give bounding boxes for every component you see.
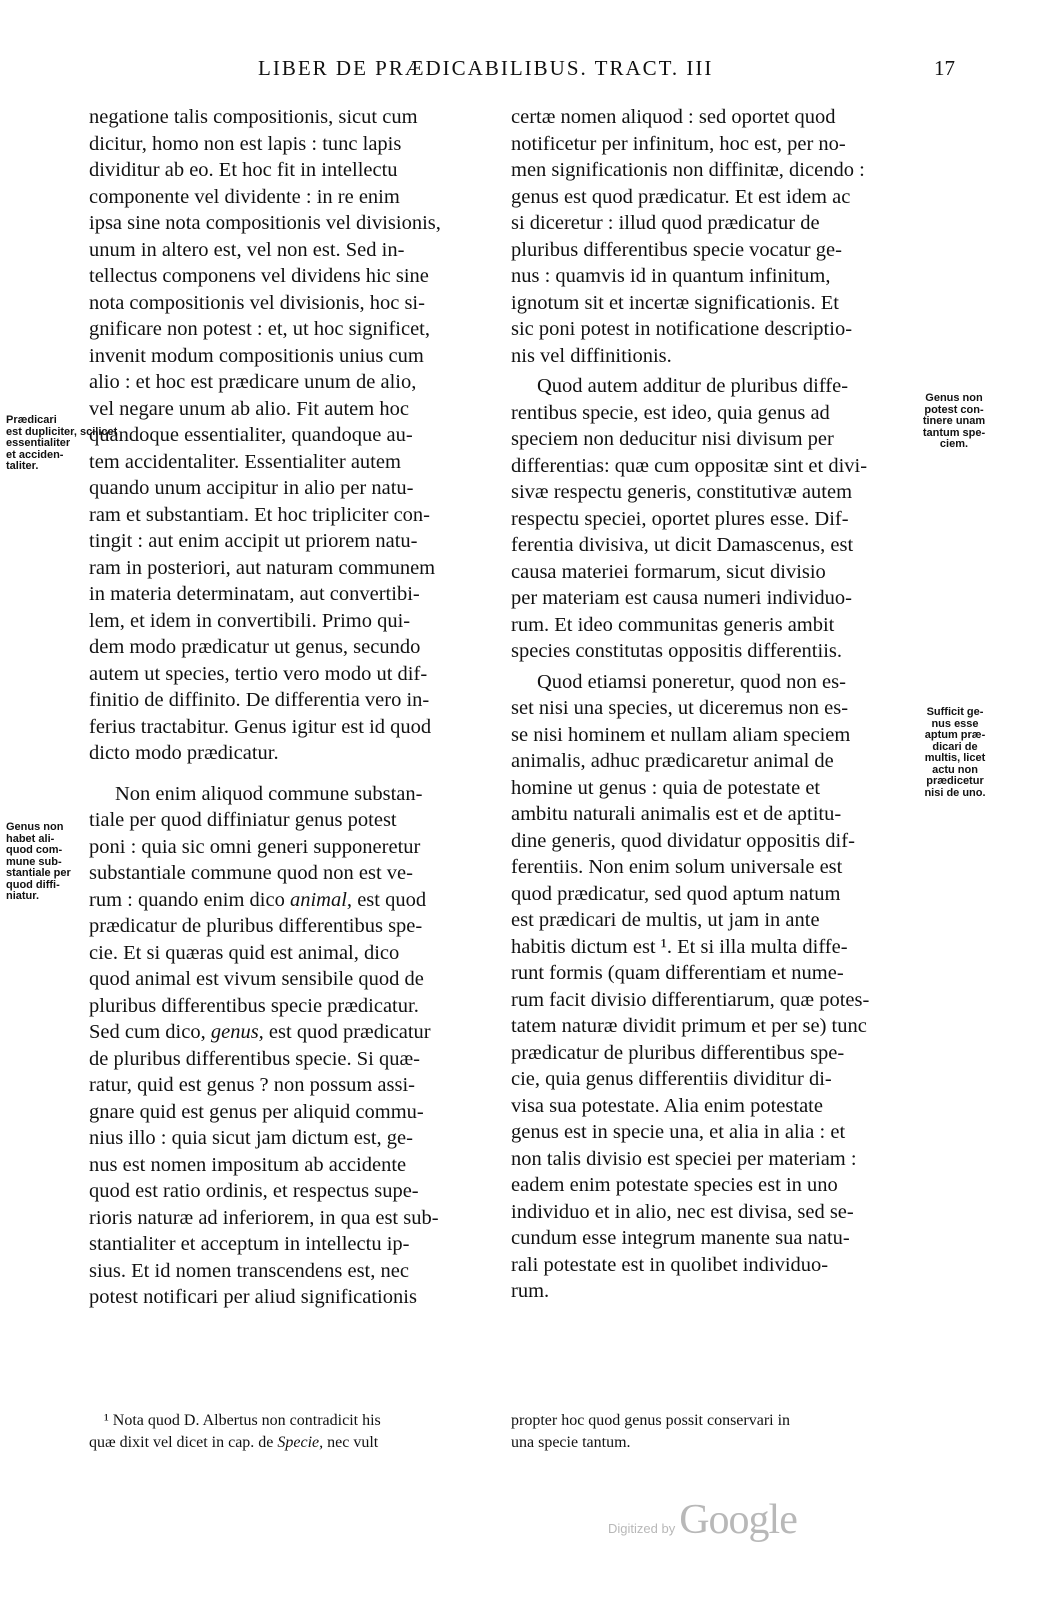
text-line: essentialiter (6, 437, 71, 449)
text-line: cundum esse integrum manente sua natu- (511, 1227, 850, 1249)
text-line: ram et substantiam. Et hoc tripliciter con- (89, 503, 430, 526)
left-paragraph-2 (89, 781, 487, 1311)
text-line: et acciden- (6, 448, 64, 461)
text-line: differentias: quæ cum oppositæ sint et divi- (511, 454, 868, 477)
footnote-left (89, 1410, 494, 1454)
italic-term: genus, (210, 1021, 264, 1043)
text-line: est prædicari de multis, ut jam in ante (511, 909, 820, 931)
text-line: cie. Et si quæras quid est animal, dico (89, 941, 400, 964)
text-line: cie, quia genus differentiis dividitur di- (511, 1068, 832, 1090)
text-line: ciem. (939, 438, 969, 450)
text-line: Genus non (925, 392, 983, 404)
italic-term: animal, (289, 888, 353, 911)
text-line: respectu speciei, oportet plures esse. Dif- (511, 507, 849, 530)
text-line: stantialiter et acceptum in intellectu ip- (89, 1233, 410, 1255)
text-line: autem ut species, tertio vero modo ut dif- (89, 662, 428, 685)
text-line: tellectus componens vel dividens hic sine (89, 265, 429, 287)
text-line: nisi de uno. (924, 786, 986, 799)
text-line: si diceretur : illud quod prædicatur de (511, 212, 820, 234)
text-line: quod com- (6, 844, 63, 856)
text-line: rum. Et ideo communitas generis ambit (511, 613, 835, 636)
text-line: causa materiei formarum, sicut divisio (511, 560, 826, 583)
text-line: Quod etiamsi poneretur, quod non es- (537, 670, 846, 693)
text-line: ferius tractabitur. Genus igitur est id quod (89, 715, 432, 738)
text-line: in materia determinatam, aut convertibi- (89, 583, 420, 605)
footnote-line: una specie tantum. (511, 1434, 631, 1451)
text-line: men significationis non diffinitæ, dicendo : (511, 159, 865, 181)
text-line: quod prædicatur, sed quod aptum natum (511, 882, 841, 905)
text-line: quod est ratio ordinis, et respectus supe- (89, 1180, 419, 1202)
text-line: finitio de diffinito. De differentia vero in- (89, 689, 430, 711)
text-line: mune sub- (6, 855, 62, 868)
text-line: certæ nomen aliquod : sed oportet quod (511, 106, 836, 128)
text-line: gnificare non potest : et, ut hoc significet, (89, 318, 431, 340)
watermark-prefix: Digitized by (608, 1521, 676, 1536)
text-line: ram in posteriori, aut naturam communem (89, 556, 436, 579)
text-line: Genus non (6, 821, 64, 833)
text-line: tiale per quod diffiniatur genus potest (89, 809, 397, 831)
right-paragraph-3 (511, 669, 909, 1305)
right-column (511, 104, 909, 1305)
text-line: Sed cum dico, genus, est quod prædicatur (89, 1021, 431, 1043)
text-line: dem modo prædicatur ut genus, secundo (89, 636, 421, 658)
margin-note-left-1 (6, 414, 118, 473)
text-line: nus : quamvis id in quantum infinitum, (511, 265, 831, 287)
text-line: quod animal est vivum sensibile quod de (89, 968, 424, 990)
text-line: nus esse (931, 717, 979, 730)
text-line: substantiale commune quod non est ve- (89, 862, 413, 884)
text-line: lem, et idem in convertibili. Primo qui- (89, 609, 411, 632)
text-line: ignotum sit et incertæ significationis. Et (511, 291, 839, 314)
text-line: rum. (511, 1280, 550, 1302)
right-paragraph-1 (511, 104, 909, 369)
text-line: visa sua potestate. Alia enim potestate (511, 1094, 823, 1117)
text-line: niatur. (6, 890, 40, 902)
text-line: genus est quod prædicatur. Et est idem ac (511, 185, 851, 208)
text-line: quandoque essentialiter, quandoque au- (89, 424, 413, 446)
text-line: Non enim aliquod commune substan- (115, 782, 423, 805)
text-line: alio : et hoc est prædicare unum de alio, (89, 371, 417, 393)
left-paragraph-1 (89, 104, 487, 767)
text-line: poni : quia sic omni generi supponeretur (89, 835, 421, 858)
text-line: quando unum accipitur in alio per natu- (89, 477, 414, 499)
text-line: notificetur per infinitum, hoc est, per no- (511, 132, 846, 155)
page-number: 17 (934, 56, 955, 80)
text-line: tem accidentaliter. Essentialiter autem (89, 450, 401, 473)
text-line: componente vel dividente : in re enim (89, 185, 400, 208)
text-line: genus est in specie una, et alia in alia : et (511, 1121, 846, 1143)
text-line: quod diffi- (6, 878, 60, 891)
text-line: individuo et in alio, nec est divisa, sed se- (511, 1200, 854, 1223)
text-line: dine generis, quod dividatur oppositis dif- (511, 829, 855, 852)
text-line: rioris naturæ ad inferiorem, in qua est sub- (89, 1206, 439, 1229)
text-line: dividitur ab eo. Et hoc fit in intellectu (89, 159, 398, 181)
text-line: nus est nomen impositum ab accidente (89, 1153, 407, 1176)
text-line: ambitu naturali animalis est et de aptitu- (511, 803, 842, 825)
footnote-line: ¹ Nota quod D. Albertus non contradicit his (104, 1412, 381, 1429)
text-line: nius illo : quia sicut jam dictum est, ge- (89, 1127, 413, 1149)
text-line: homine ut genus : quia de potestate et (511, 776, 821, 799)
text-line: vel negare unum ab alio. Fit autem hoc (89, 397, 409, 420)
left-column (89, 104, 487, 1311)
text-line: animalis, adhuc prædicaretur animal de (511, 750, 834, 772)
text-line: rentibus specie, est ideo, quia genus ad (511, 401, 830, 424)
text-line: species constitutas oppositis differentiis. (511, 640, 842, 662)
text-line: sic poni potest in notificatione descriptio- (511, 318, 853, 340)
text-line: est dupliciter, scilicet (6, 425, 118, 438)
text-line: actu non (932, 763, 978, 776)
text-line: per materiam est causa numeri individuo- (511, 587, 852, 609)
text-line: pluribus differentibus specie prædicatur. (89, 994, 419, 1017)
text-line: speciem non deducitur nisi divisum per (511, 428, 834, 450)
text-line: gnare quid est genus per aliquid commu- (89, 1100, 424, 1123)
text-line: pluribus differentibus specie vocatur ge- (511, 238, 842, 261)
margin-note-right-2 (914, 707, 996, 799)
text-line: rum facit divisio differentiarum, quæ potes- (511, 988, 870, 1011)
margin-note-right-1 (914, 393, 994, 451)
text-line: set nisi una species, ut diceremus non es- (511, 697, 849, 719)
text-line: rali potestate est in quolibet individuo- (511, 1253, 829, 1276)
text-line: aptum præ- (924, 729, 986, 741)
digitized-watermark (608, 1496, 797, 1544)
text-line: prædicatur de pluribus differentibus spe- (511, 1041, 845, 1064)
text-line: potest con- (924, 403, 984, 416)
text-line: Prædicari (6, 414, 57, 426)
right-paragraph-2 (511, 373, 909, 665)
text-line: se nisi hominem et nullam aliam speciem (511, 723, 851, 746)
text-line: habet ali- (6, 832, 55, 845)
footnote-line: propter hoc quod genus possit conservari in (511, 1412, 791, 1429)
google-logo: Google (679, 1497, 797, 1543)
text-line: ipsa sine nota compositionis vel divisionis, (89, 212, 441, 234)
text-line: dicto modo prædicatur. (89, 742, 279, 764)
text-line: sivæ respectu generis, constitutivæ autem (511, 481, 853, 503)
text-line: tatem naturæ dividit primum et per se) tunc (511, 1015, 867, 1037)
text-line: tinere unam (922, 415, 986, 427)
text-line: prædicetur (926, 775, 984, 787)
text-line: Quod autem additur de pluribus diffe- (537, 375, 849, 397)
text-line: nota compositionis vel divisionis, hoc si- (89, 291, 425, 314)
text-line: negatione talis compositionis, sicut cum (89, 106, 418, 128)
margin-note-left-2 (6, 822, 78, 903)
text-line: ferentia divisiva, ut dicit Damascenus, est (511, 534, 854, 556)
text-line: runt formis (quam differentiam et nume- (511, 962, 844, 984)
text-line: potest notificari per aliud significationis (89, 1286, 417, 1308)
text-line: non talis divisio est speciei per materiam : (511, 1147, 857, 1170)
text-line: unum in altero est, vel non est. Sed in- (89, 238, 405, 261)
running-head: LIBER DE PRÆDICABILIBUS. TRACT. III (258, 56, 714, 80)
text-line: multis, licet (924, 752, 986, 764)
text-line: invenit modum compositionis unius cum (89, 344, 424, 367)
text-line: tantum spe- (922, 426, 986, 439)
text-line: dicitur, homo non est lapis : tunc lapis (89, 132, 402, 155)
footnote-line: quæ dixit vel dicet in cap. de Specie, nec vult (89, 1434, 379, 1451)
text-line: nis vel diffinitionis. (511, 344, 672, 367)
text-line: Sufficit ge- (926, 706, 984, 718)
text-line: de pluribus differentibus specie. Si quæ- (89, 1047, 420, 1070)
text-line: stantiale per (6, 867, 71, 879)
text-line: dicari de (932, 740, 978, 753)
text-line: ratur, quid est genus ? non possum assi- (89, 1074, 415, 1096)
text-line: taliter. (6, 460, 39, 472)
footnote-right (511, 1410, 911, 1454)
text-line: habitis dictum est ¹. Et si illa multa diffe- (511, 935, 848, 958)
text-line: tingit : aut enim accipit ut priorem natu- (89, 530, 418, 552)
text-line: sius. Et id nomen transcendens est, nec (89, 1259, 409, 1282)
text-line: prædicatur de pluribus differentibus spe- (89, 915, 423, 937)
italic-term: Specie, (277, 1434, 324, 1451)
text-line: ferentiis. Non enim solum universale est (511, 856, 843, 878)
text-line: rum : quando enim dico animal, est quod (89, 888, 427, 911)
text-line: eadem enim potestate species est in uno (511, 1174, 838, 1196)
